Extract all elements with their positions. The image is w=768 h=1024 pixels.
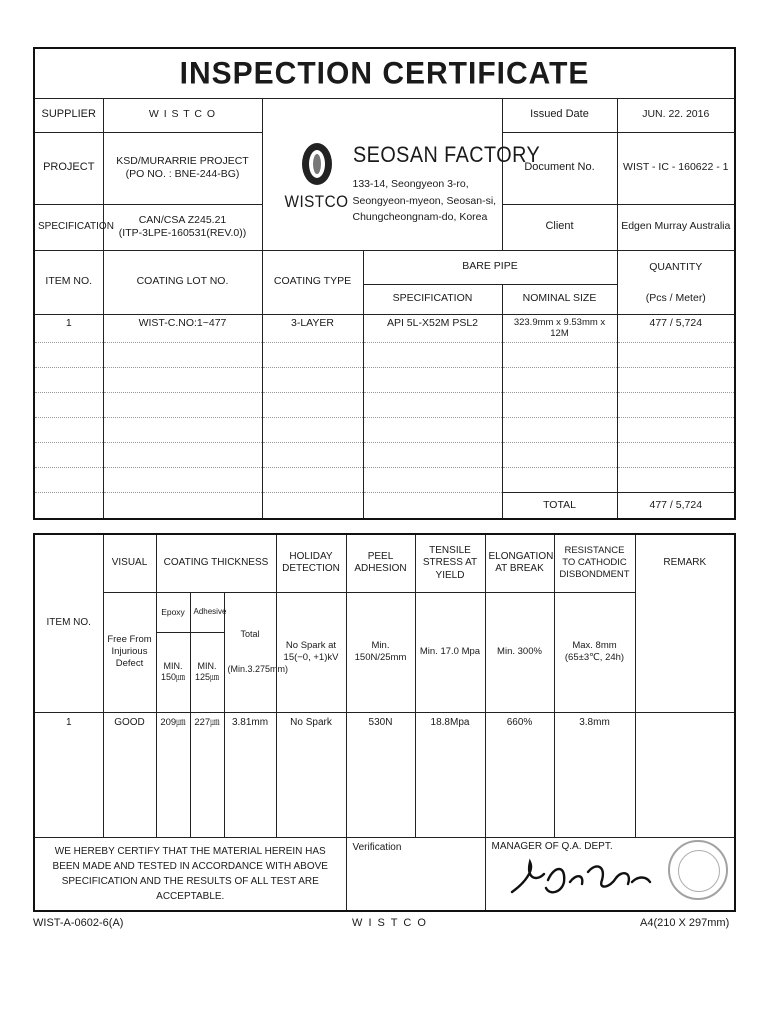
verification-label: Verification [346,837,485,911]
specification-value [103,204,262,250]
test-col-remark: REMARK [635,534,735,712]
client-value: Edgen Murray Australia [617,204,735,250]
col-specification: SPECIFICATION [363,284,502,314]
address-line-1: 133-14, Seongyeon 3-ro, [352,178,469,191]
test-col-item-no: ITEM NO. [34,534,103,712]
test-row-holiday: No Spark [276,712,346,837]
col-quantity: QUANTITY [617,250,735,284]
manager-signature-block [485,837,735,911]
test-col-peel-adhesion: PEEL ADHESION [346,534,415,592]
client-label: Client [502,204,617,250]
empty-row [34,368,735,393]
certificate-test-section [33,533,734,912]
test-row-peel: 530N [346,712,415,837]
empty-row [34,418,735,443]
form-number: WIST-A-0602-6(A) [33,917,124,929]
req-elongation: Min. 300% [485,592,554,712]
issued-date-value: JUN. 22. 2016 [617,98,735,132]
sub-col-epoxy: Epoxy [156,592,190,632]
manager-label: MANAGER OF Q.A. DEPT. [491,840,613,852]
wistco-logo [284,143,349,212]
total-value: 477 / 5,724 [617,493,735,519]
table-row [34,314,735,343]
empty-row [34,468,735,493]
supplier-label: SUPPLIER [34,98,103,132]
req-epoxy: MIN. 150㎛ [156,632,190,712]
test-col-elongation: ELONGATION AT BREAK [485,534,554,592]
factory-block [262,98,540,250]
test-row-cathodic: 3.8mm [554,712,635,837]
test-col-tensile-stress: TENSILE STRESS AT YIELD [415,534,485,592]
col-coating-type: COATING TYPE [262,250,363,314]
test-col-coating-thickness: COATING THICKNESS [156,534,276,592]
factory-name: SEOSAN FACTORY [352,141,540,167]
project-line-2: (PO NO. : BNE-244-BG) [125,168,240,180]
certificate-title: INSPECTION CERTIFICATE [34,47,735,100]
paper-size: A4(210 X 297mm) [640,917,730,929]
sub-col-adhesive: Adhesive [190,592,224,632]
col-coating-lot-no: COATING LOT NO. [103,250,262,314]
col-quantity-unit: (Pcs / Meter) [617,284,735,314]
supplier-value: W I S T C O [103,98,262,132]
signature [506,852,656,900]
test-row-total: 3.81mm [224,712,276,837]
test-row-remark [635,712,735,837]
req-cathodic: Max. 8mm (65±3℃, 24h) [554,592,635,712]
test-row-item-no: 1 [34,712,103,837]
total-row [34,493,735,519]
empty-row [34,443,735,468]
table-row [34,712,735,837]
col-item-no: ITEM NO. [34,250,103,314]
sub-col-total: Total [240,628,260,639]
address-line-3: Chungcheongnam-do, Korea [352,210,488,223]
req-tensile: Min. 17.0 Mpa [415,592,485,712]
seal-stamp-icon [668,840,728,900]
test-col-cathodic: RESISTANCE TO CATHODIC DISBONDMENT [554,534,635,592]
empty-row [34,343,735,368]
specification-line-1: CAN/CSA Z245.21 [138,213,227,226]
test-row-visual: GOOD [103,712,156,837]
total-label: TOTAL [502,493,617,519]
items-table [33,47,736,520]
project-line-1: KSD/MURARRIE PROJECT [116,154,249,167]
req-total-value: (Min.3.275mm) [227,664,289,674]
footer-company: W I S T C O [352,917,428,929]
test-row-adhesive: 227㎛ [190,712,224,837]
logo-text: WISTCO [284,191,349,211]
col-bare-pipe: BARE PIPE [363,250,617,284]
row-nominal-size: 323.9mm x 9.53mm x 12M [502,314,617,343]
issued-date-label: Issued Date [502,98,617,132]
req-holiday: No Spark at 15(−0, +1)kV [276,592,346,712]
row-coating-type: 3-LAYER [262,314,363,343]
req-visual: Free From Injurious Defect [103,592,156,712]
row-specification: API 5L-X52M PSL2 [363,314,502,343]
project-value [103,132,262,204]
wistco-logo-icon [302,143,332,185]
col-nominal-size: NOMINAL SIZE [502,284,617,314]
req-peel: Min. 150N/25mm [346,592,415,712]
row-item-no: 1 [34,314,103,343]
address-line-2: Seongyeon-myeon, Seosan-si, [352,194,497,207]
req-total [224,592,289,712]
specification-label: SPECIFICATION [34,204,103,250]
test-row-elongation: 660% [485,712,554,837]
test-row-epoxy: 209㎛ [156,712,190,837]
row-quantity: 477 / 5,724 [617,314,735,343]
test-row-tensile: 18.8Mpa [415,712,485,837]
certification-row [34,837,735,911]
certify-statement: WE HEREBY CERTIFY THAT THE MATERIAL HEREIN HAS BEEN MADE AND TESTED IN ACCORDANCE WITH ABOVE SPECIFICATION AND THE RESULTS OF ALL TEST ARE ACCEPTABLE. [34,837,346,911]
project-label: PROJECT [34,132,103,204]
test-col-visual: VISUAL [103,534,156,592]
empty-row [34,393,735,418]
req-adhesive: MIN. 125㎛ [190,632,224,712]
document-no-value: WIST - IC - 160622 - 1 [617,132,735,204]
row-coating-lot-no: WIST-C.NO:1~477 [103,314,262,343]
test-results-table [33,533,736,912]
certificate-top-section [33,47,734,520]
specification-line-2: (ITP-3LPE-160531(REV.0)) [118,227,247,239]
test-col-holiday-detection: HOLIDAY DETECTION [276,534,346,592]
document-no-label: Document No. [502,132,617,204]
